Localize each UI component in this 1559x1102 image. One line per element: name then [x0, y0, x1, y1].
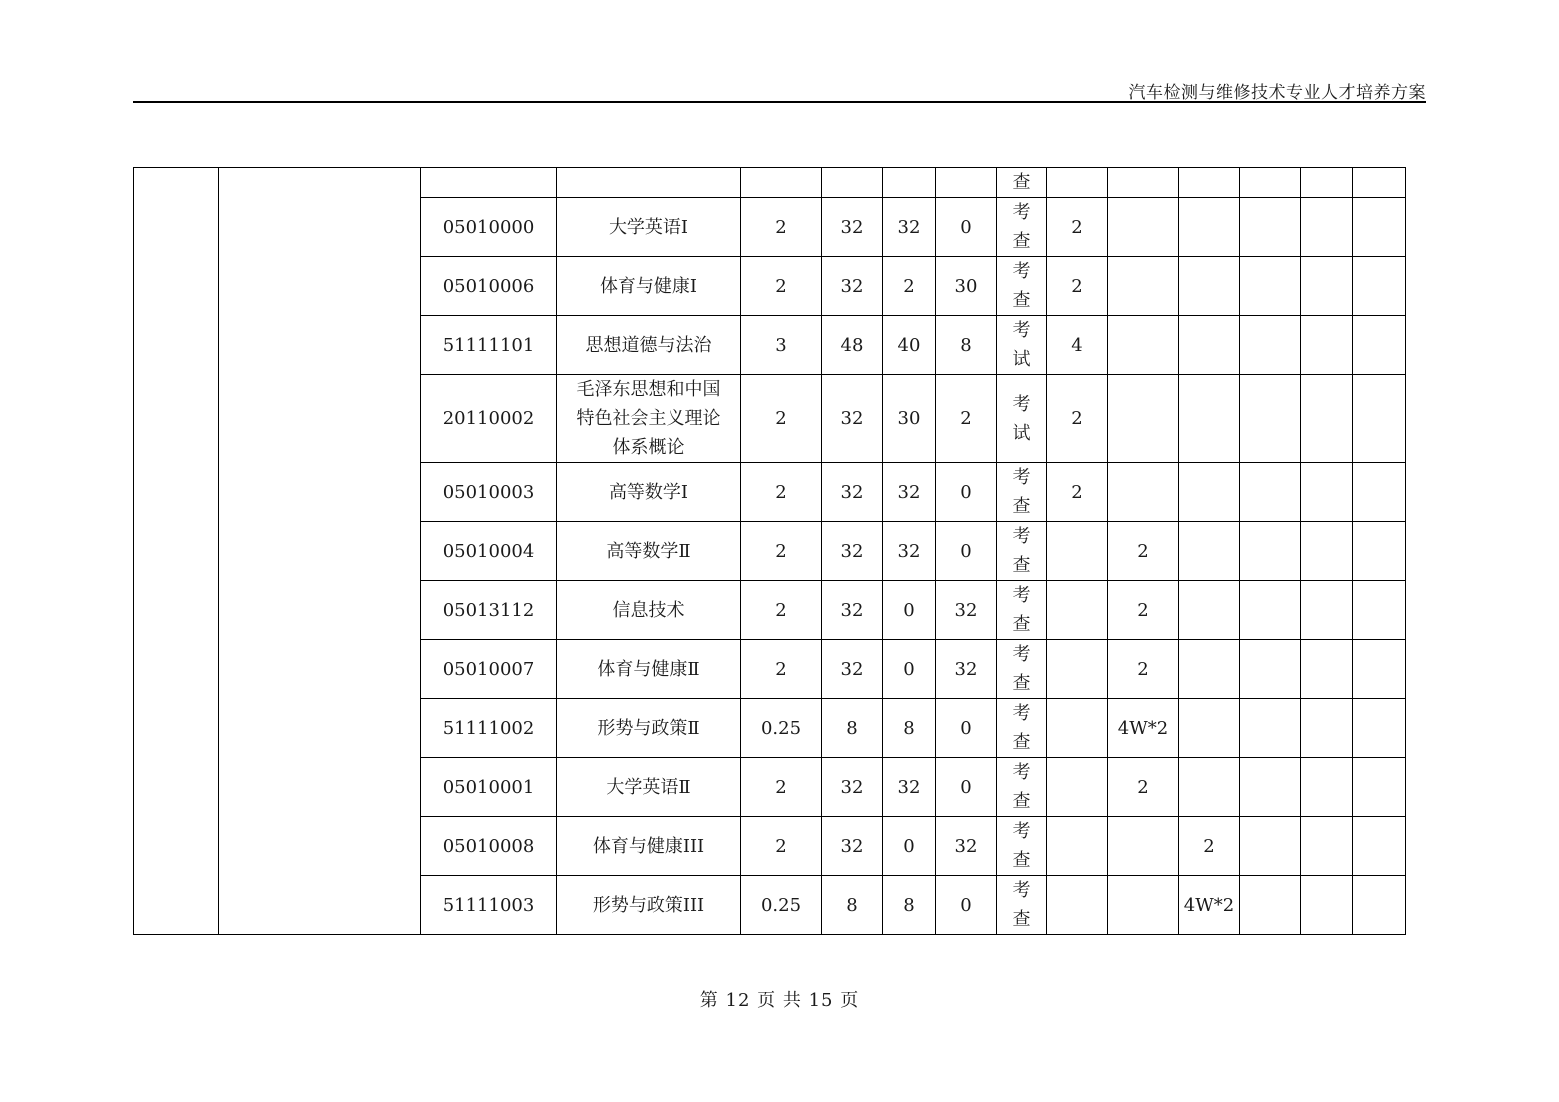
- semester-5-cell: [1301, 817, 1353, 876]
- semester-5-cell: [1301, 375, 1353, 463]
- exam-type-cell: [997, 640, 1047, 699]
- semester-3-cell: [1179, 640, 1240, 699]
- practice-hours-cell: 8: [936, 316, 997, 375]
- total-hours-cell: 32: [822, 257, 883, 316]
- total-hours-cell: 32: [822, 640, 883, 699]
- semester-5-cell: [1301, 699, 1353, 758]
- exam-type-cell: [997, 198, 1047, 257]
- exam-type-char: 考: [1012, 202, 1031, 223]
- theory-hours-cell: 0: [883, 640, 936, 699]
- practice-hours-cell: 32: [936, 581, 997, 640]
- course-name-cell: [557, 522, 741, 581]
- course-name-line: 思想道德与法治: [585, 334, 712, 356]
- semester-1-cell: [1047, 876, 1108, 935]
- course-name-line: 体育与健康Ⅰ: [599, 275, 698, 297]
- course-name-line: 特色社会主义理论: [576, 408, 721, 429]
- semester-5-cell: [1301, 463, 1353, 522]
- exam-type-char: 试: [1012, 349, 1031, 370]
- exam-type-char: 考: [1012, 703, 1031, 724]
- course-name-cell: [557, 876, 741, 935]
- semester-1-cell: 2: [1047, 257, 1108, 316]
- semester-4-cell: [1240, 198, 1301, 257]
- semester-5-cell: [1301, 758, 1353, 817]
- total-hours-cell: 8: [822, 699, 883, 758]
- exam-type-cell: [997, 758, 1047, 817]
- exam-type-char: 查: [1012, 732, 1031, 753]
- course-name-cell: [557, 198, 741, 257]
- practice-hours-cell: 30: [936, 257, 997, 316]
- semester-2-cell: [1108, 463, 1179, 522]
- semester-5-cell: [1301, 198, 1353, 257]
- course-name-line: 体育与健康Ⅱ: [597, 658, 700, 680]
- semester-6-cell: [1353, 316, 1406, 375]
- credits-cell: 2: [741, 522, 822, 581]
- semester-5-cell: [1301, 522, 1353, 581]
- semester-3-cell: [1179, 168, 1240, 198]
- semester-2-cell: 2: [1108, 581, 1179, 640]
- practice-hours-cell: 0: [936, 463, 997, 522]
- exam-type-char: 查: [1012, 850, 1031, 871]
- exam-type-char: 查: [1012, 555, 1031, 576]
- semester-5-cell: [1301, 316, 1353, 375]
- semester-6-cell: [1353, 876, 1406, 935]
- semester-5-cell: [1301, 581, 1353, 640]
- semester-1-cell: [1047, 699, 1108, 758]
- course-name-cell: [557, 817, 741, 876]
- semester-3-cell: [1179, 198, 1240, 257]
- semester-6-cell: [1353, 699, 1406, 758]
- course-name-cell: [557, 699, 741, 758]
- semester-5-cell: [1301, 257, 1353, 316]
- table-row-continuation: [134, 168, 1406, 198]
- practice-hours-cell: 0: [936, 876, 997, 935]
- credits-cell: 2: [741, 198, 822, 257]
- exam-type-char: 查: [1012, 496, 1031, 517]
- course-name-cell: [557, 375, 741, 463]
- exam-type-char: 考: [1012, 821, 1031, 842]
- semester-4-cell: [1240, 316, 1301, 375]
- course-name-line: 形势与政策Ⅱ: [597, 717, 700, 739]
- exam-type-cell: [997, 817, 1047, 876]
- semester-6-cell: [1353, 257, 1406, 316]
- semester-2-cell: [1108, 375, 1179, 463]
- semester-4-cell: [1240, 168, 1301, 198]
- exam-type-char: 考: [1012, 526, 1031, 547]
- theory-hours-cell: 32: [883, 463, 936, 522]
- practice-hours-cell: [936, 168, 997, 198]
- exam-type-char: 查: [1012, 614, 1031, 635]
- course-table-body: [134, 168, 1406, 935]
- exam-type-cell: 查: [997, 168, 1047, 198]
- course-name-line: 体系概论: [612, 437, 685, 458]
- category-cell: [134, 168, 219, 935]
- credits-cell: 0.25: [741, 699, 822, 758]
- name-cell: [557, 168, 741, 198]
- semester-1-cell: 2: [1047, 375, 1108, 463]
- total-hours-cell: 32: [822, 463, 883, 522]
- semester-5-cell: [1301, 640, 1353, 699]
- credits-cell: 2: [741, 463, 822, 522]
- semester-4-cell: [1240, 640, 1301, 699]
- semester-4-cell: [1240, 581, 1301, 640]
- semester-3-cell: 2: [1179, 817, 1240, 876]
- semester-3-cell: [1179, 699, 1240, 758]
- credits-cell: [741, 168, 822, 198]
- credits-cell: 2: [741, 257, 822, 316]
- exam-type-cell: [997, 375, 1047, 463]
- practice-hours-cell: 2: [936, 375, 997, 463]
- course-name-line: 信息技术: [612, 599, 685, 621]
- credits-cell: 2: [741, 581, 822, 640]
- semester-4-cell: [1240, 758, 1301, 817]
- semester-2-cell: [1108, 316, 1179, 375]
- exam-type-char: 考: [1012, 320, 1031, 341]
- course-code-cell: 05010003: [421, 463, 557, 522]
- exam-type-cell: [997, 257, 1047, 316]
- course-name-line: 大学英语Ⅱ: [606, 776, 691, 798]
- course-name-line: 毛泽东思想和中国: [576, 379, 721, 400]
- exam-type-char: 试: [1012, 422, 1031, 444]
- exam-type-char: 查: [1012, 290, 1031, 311]
- exam-type-cell: [997, 316, 1047, 375]
- credits-cell: 2: [741, 640, 822, 699]
- semester-3-cell: [1179, 257, 1240, 316]
- total-hours-cell: 32: [822, 375, 883, 463]
- semester-2-cell: [1108, 198, 1179, 257]
- theory-hours-cell: 40: [883, 316, 936, 375]
- exam-type-char: 查: [1012, 231, 1031, 252]
- total-hours-cell: 8: [822, 876, 883, 935]
- semester-3-cell: [1179, 316, 1240, 375]
- semester-2-cell: 2: [1108, 522, 1179, 581]
- exam-type-cell: [997, 876, 1047, 935]
- theory-hours-cell: 30: [883, 375, 936, 463]
- semester-5-cell: [1301, 168, 1353, 198]
- semester-6-cell: [1353, 198, 1406, 257]
- theory-hours-cell: 2: [883, 257, 936, 316]
- theory-hours-cell: 8: [883, 699, 936, 758]
- semester-3-cell: [1179, 375, 1240, 463]
- course-code-cell: 51111101: [421, 316, 557, 375]
- course-name-cell: [557, 758, 741, 817]
- credits-cell: 2: [741, 375, 822, 463]
- semester-6-cell: [1353, 581, 1406, 640]
- credits-cell: 2: [741, 817, 822, 876]
- semester-3-cell: [1179, 581, 1240, 640]
- theory-hours-cell: 8: [883, 876, 936, 935]
- practice-hours-cell: 0: [936, 758, 997, 817]
- course-code-cell: 20110002: [421, 375, 557, 463]
- semester-1-cell: 4: [1047, 316, 1108, 375]
- theory-hours-cell: 32: [883, 522, 936, 581]
- semester-3-cell: 4W*2: [1179, 876, 1240, 935]
- exam-type-char: 考: [1012, 261, 1031, 282]
- course-code-cell: 51111002: [421, 699, 557, 758]
- course-name-cell: [557, 463, 741, 522]
- credits-cell: 2: [741, 758, 822, 817]
- theory-hours-cell: 32: [883, 198, 936, 257]
- exam-type-char: 考: [1012, 467, 1031, 488]
- exam-type-char: 查: [1012, 791, 1031, 812]
- practice-hours-cell: 0: [936, 699, 997, 758]
- semester-1-cell: [1047, 168, 1108, 198]
- practice-hours-cell: 32: [936, 817, 997, 876]
- semester-6-cell: [1353, 758, 1406, 817]
- course-name-line: 形势与政策III: [592, 894, 705, 916]
- course-code-cell: 05010000: [421, 198, 557, 257]
- semester-6-cell: [1353, 522, 1406, 581]
- semester-4-cell: [1240, 817, 1301, 876]
- exam-type-cell: [997, 522, 1047, 581]
- course-name-cell: [557, 640, 741, 699]
- semester-6-cell: [1353, 463, 1406, 522]
- credits-cell: 3: [741, 316, 822, 375]
- subcategory-cell: [219, 168, 421, 935]
- semester-1-cell: [1047, 581, 1108, 640]
- semester-4-cell: [1240, 876, 1301, 935]
- course-code-cell: 51111003: [421, 876, 557, 935]
- course-name-cell: [557, 581, 741, 640]
- course-table: [133, 167, 1406, 935]
- semester-4-cell: [1240, 257, 1301, 316]
- semester-6-cell: [1353, 375, 1406, 463]
- total-hours-cell: 32: [822, 817, 883, 876]
- document-header-title: 汽车检测与维修技术专业人才培养方案: [1128, 83, 1426, 103]
- semester-1-cell: [1047, 758, 1108, 817]
- semester-6-cell: [1353, 168, 1406, 198]
- semester-1-cell: 2: [1047, 198, 1108, 257]
- exam-type-cell: [997, 463, 1047, 522]
- exam-type-char: 考: [1012, 644, 1031, 665]
- exam-type-cell: [997, 699, 1047, 758]
- semester-6-cell: [1353, 817, 1406, 876]
- theory-hours-cell: 32: [883, 758, 936, 817]
- total-hours-cell: [822, 168, 883, 198]
- semester-5-cell: [1301, 876, 1353, 935]
- semester-2-cell: [1108, 876, 1179, 935]
- semester-2-cell: [1108, 817, 1179, 876]
- semester-3-cell: [1179, 463, 1240, 522]
- course-name-line: 高等数学Ⅱ: [606, 540, 691, 562]
- exam-type-char: 考: [1012, 393, 1031, 415]
- semester-1-cell: [1047, 640, 1108, 699]
- total-hours-cell: 32: [822, 758, 883, 817]
- semester-4-cell: [1240, 375, 1301, 463]
- exam-type-char: 查: [1012, 909, 1031, 930]
- code-cell: [421, 168, 557, 198]
- exam-type-char: 考: [1012, 880, 1031, 901]
- semester-4-cell: [1240, 463, 1301, 522]
- course-name-line: 体育与健康III: [592, 835, 705, 857]
- credits-cell: 0.25: [741, 876, 822, 935]
- theory-hours-cell: 0: [883, 581, 936, 640]
- theory-hours-cell: [883, 168, 936, 198]
- semester-2-cell: [1108, 168, 1179, 198]
- exam-type-char: 考: [1012, 585, 1031, 606]
- semester-2-cell: 4W*2: [1108, 699, 1179, 758]
- semester-6-cell: [1353, 640, 1406, 699]
- semester-4-cell: [1240, 699, 1301, 758]
- practice-hours-cell: 0: [936, 198, 997, 257]
- exam-type-char: 考: [1012, 762, 1031, 783]
- semester-2-cell: 2: [1108, 758, 1179, 817]
- exam-type-cell: [997, 581, 1047, 640]
- course-code-cell: 05010001: [421, 758, 557, 817]
- course-code-cell: 05013112: [421, 581, 557, 640]
- practice-hours-cell: 0: [936, 522, 997, 581]
- semester-2-cell: 2: [1108, 640, 1179, 699]
- exam-type-char: 查: [1012, 673, 1031, 694]
- semester-2-cell: [1108, 257, 1179, 316]
- course-code-cell: 05010008: [421, 817, 557, 876]
- practice-hours-cell: 32: [936, 640, 997, 699]
- course-code-cell: 05010004: [421, 522, 557, 581]
- course-name-line: 大学英语Ⅰ: [608, 216, 689, 238]
- semester-1-cell: [1047, 817, 1108, 876]
- total-hours-cell: 32: [822, 581, 883, 640]
- semester-3-cell: [1179, 758, 1240, 817]
- total-hours-cell: 48: [822, 316, 883, 375]
- course-code-cell: 05010007: [421, 640, 557, 699]
- semester-3-cell: [1179, 522, 1240, 581]
- course-name-line: 高等数学Ⅰ: [608, 481, 689, 503]
- header-rule: [133, 101, 1426, 103]
- total-hours-cell: 32: [822, 522, 883, 581]
- theory-hours-cell: 0: [883, 817, 936, 876]
- course-code-cell: 05010006: [421, 257, 557, 316]
- total-hours-cell: 32: [822, 198, 883, 257]
- course-name-cell: [557, 257, 741, 316]
- semester-1-cell: [1047, 522, 1108, 581]
- semester-1-cell: 2: [1047, 463, 1108, 522]
- page-number-footer: 第 12 页 共 15 页: [699, 990, 860, 1011]
- course-name-cell: [557, 316, 741, 375]
- semester-4-cell: [1240, 522, 1301, 581]
